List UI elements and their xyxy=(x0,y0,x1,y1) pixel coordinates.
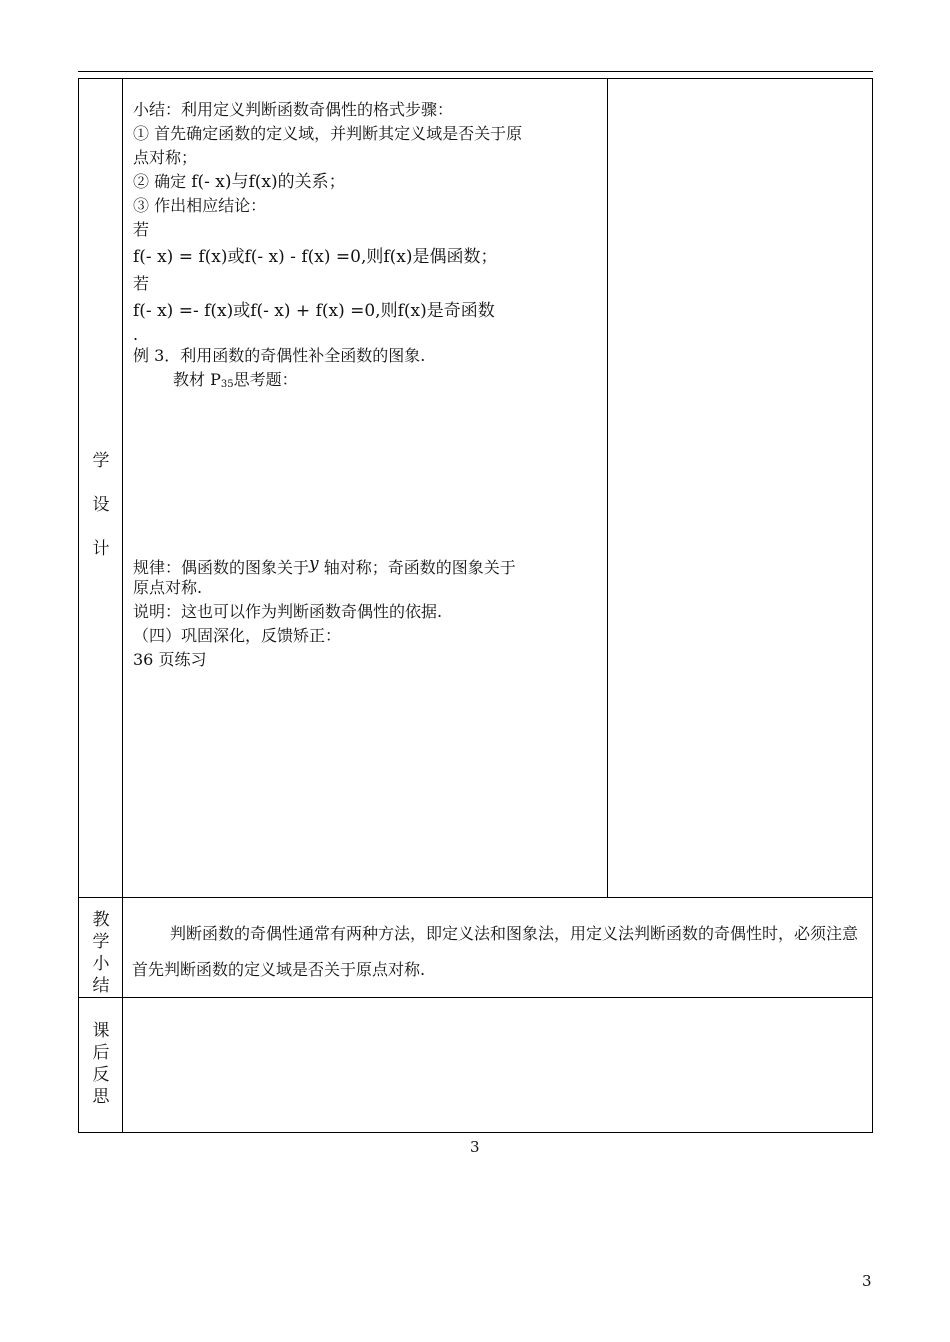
rule-line-2: 原点对称. xyxy=(133,578,203,597)
table-col-divider-left xyxy=(122,78,123,1133)
if-label-2: 若 xyxy=(133,274,150,293)
rule-variable: y xyxy=(309,554,319,574)
step-2-text: ② 确定 xyxy=(133,172,187,191)
textbook-prefix: 教材 P xyxy=(173,370,221,389)
design-content xyxy=(133,98,603,672)
section-label-design xyxy=(86,450,116,582)
table-row-divider-1 xyxy=(78,897,873,898)
step-2 xyxy=(133,170,603,194)
graph-blank-space xyxy=(133,392,603,552)
page-number-corner: 3 xyxy=(862,1272,872,1290)
teaching-summary-text: 判断函数的奇偶性通常有两种方法，即定义法和图象法，用定义法判断函数的奇偶性时，必须注意首先判断函数的定义域是否关于原点对称. xyxy=(132,924,859,979)
step-3: ③ 作出相应结论： xyxy=(133,196,267,215)
teaching-summary xyxy=(132,916,867,988)
label-char: 思 xyxy=(92,1087,110,1107)
textbook-suffix: 思考题： xyxy=(233,370,298,389)
label-char: 反 xyxy=(92,1065,110,1085)
even-condition-formula: f(- x) = f(x)或f(- x) - f(x) =0,则f(x)是偶函数； xyxy=(133,247,498,267)
step-1-cont: 点对称； xyxy=(133,148,198,167)
rule-line xyxy=(133,552,603,576)
table-col-divider-right xyxy=(607,78,608,898)
if-label-1: 若 xyxy=(133,220,150,239)
label-char: 结 xyxy=(92,976,110,996)
label-char: 计 xyxy=(92,539,110,559)
header-rule xyxy=(78,71,873,72)
example-3: 例 3．利用函数的奇偶性补全函数的图象. xyxy=(133,346,426,365)
label-char: 后 xyxy=(92,1043,110,1063)
label-char: 设 xyxy=(92,495,110,515)
section-label-summary xyxy=(86,909,116,997)
step-1: ① 首先确定函数的定义域，并判断其定义域是否关于原 xyxy=(133,124,523,143)
label-char: 学 xyxy=(92,451,110,471)
page-number-center: 3 xyxy=(470,1138,480,1156)
summary-heading: 小结：利用定义判断函数奇偶性的格式步骤： xyxy=(133,100,454,119)
odd-condition-formula: f(- x) =- f(x)或f(- x) + f(x) =0,则f(x)是奇函数 xyxy=(133,301,495,321)
section-label-reflection xyxy=(86,1020,116,1108)
note-line: 说明：这也可以作为判断函数奇偶性的依据. xyxy=(133,602,443,621)
textbook-page-sub: 35 xyxy=(220,379,234,390)
exercise-line: 36 页练习 xyxy=(133,650,207,669)
label-char: 教 xyxy=(92,910,110,930)
section-4-heading: （四）巩固深化，反馈矫正： xyxy=(133,626,342,645)
label-char: 学 xyxy=(92,932,110,952)
label-char: 小 xyxy=(92,954,110,974)
rule-suffix: 轴对称；奇函数的图象关于 xyxy=(318,558,516,577)
textbook-reference xyxy=(133,368,603,392)
step-2-formula: f(- x)与f(x)的关系； xyxy=(191,172,346,192)
period: . xyxy=(133,325,139,344)
rule-prefix: 规律：偶函数的图象关于 xyxy=(133,558,310,577)
table-row-divider-2 xyxy=(78,997,873,998)
label-char: 课 xyxy=(92,1021,110,1041)
